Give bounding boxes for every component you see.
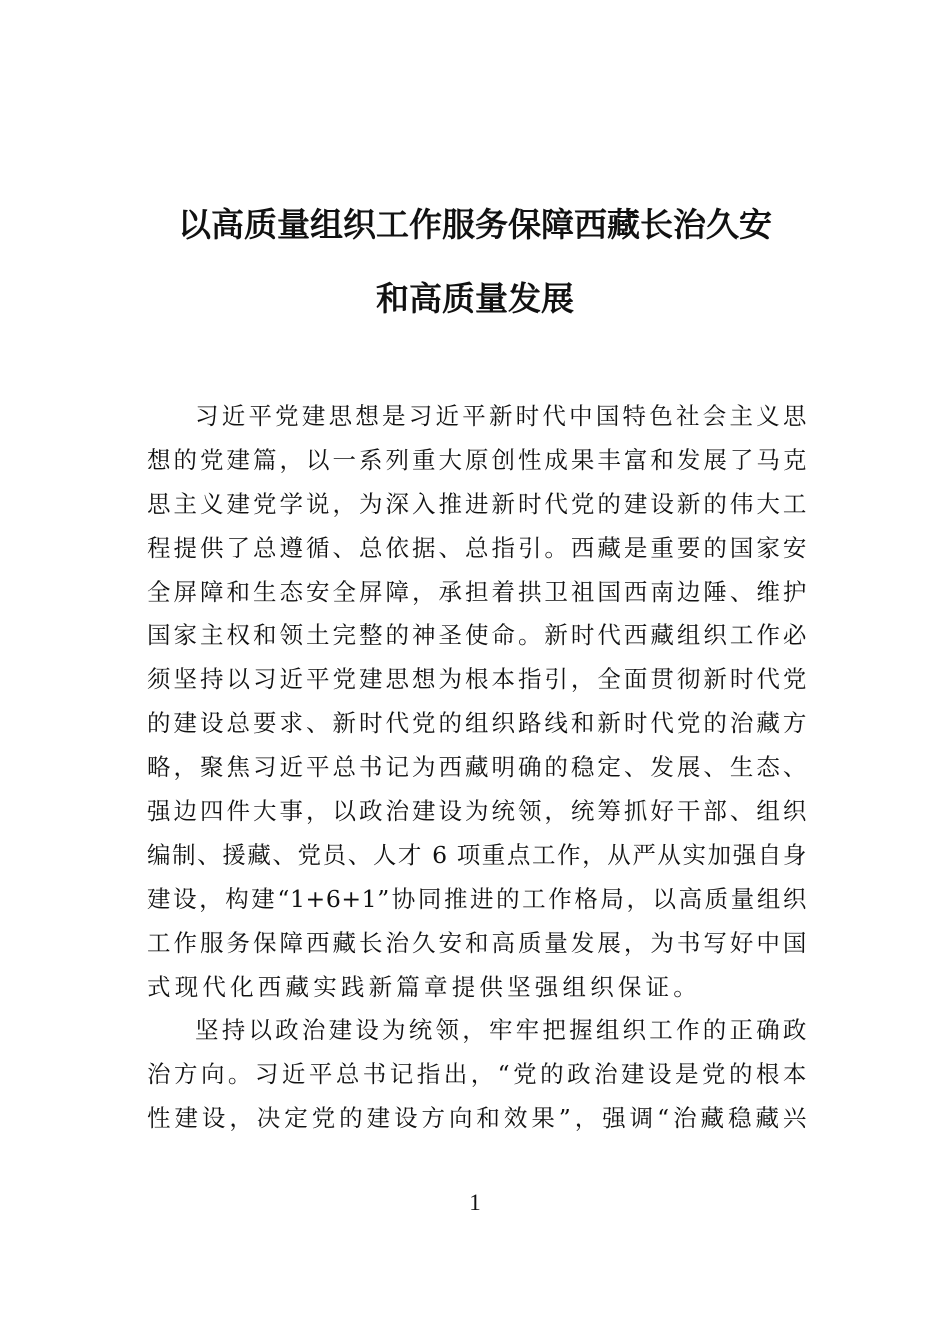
paragraph-line: 工作服务保障西藏长治久安和高质量发展，为书写好中国 bbox=[147, 928, 807, 957]
document-title bbox=[150, 188, 800, 336]
paragraph-line: 性建设，决定党的建设方向和效果”，强调“治藏稳藏兴 bbox=[147, 1104, 807, 1133]
paragraph-line: 的建设总要求、新时代党的组织路线和新时代党的治藏方 bbox=[147, 709, 807, 738]
paragraph-line: 强边四件大事，以政治建设为统领，统筹抓好干部、组织 bbox=[147, 797, 807, 826]
paragraph-line: 略，聚焦习近平总书记为西藏明确的稳定、发展、生态、 bbox=[147, 753, 807, 782]
paragraph-1 bbox=[147, 395, 807, 1009]
paragraph-line: 程提供了总遵循、总依据、总指引。西藏是重要的国家安 bbox=[147, 533, 807, 562]
paragraph-line: 想的党建篇，以一系列重大原创性成果丰富和发展了马克 bbox=[147, 445, 807, 474]
title-line-2: 和高质量发展 bbox=[376, 279, 574, 318]
paragraph-line: 思主义建党学说，为深入推进新时代党的建设新的伟大工 bbox=[147, 489, 807, 518]
title-line-1: 以高质量组织工作服务保障西藏长治久安 bbox=[178, 205, 772, 244]
paragraph-line: 国家主权和领土完整的神圣使命。新时代西藏组织工作必 bbox=[147, 621, 807, 650]
page-number: 1 bbox=[469, 1190, 481, 1215]
paragraph-line: 坚持以政治建设为统领，牢牢把握组织工作的正确政 bbox=[195, 1016, 807, 1045]
paragraph-line: 全屏障和生态安全屏障，承担着拱卫祖国西南边陲、维护 bbox=[147, 577, 807, 606]
paragraph-line: 式现代化西藏实践新篇章提供坚强组织保证。 bbox=[147, 972, 701, 1001]
paragraph-line: 习近平党建思想是习近平新时代中国特色社会主义思 bbox=[195, 402, 807, 430]
paragraph-line: 治方向。习近平总书记指出，“党的政治建设是党的根本 bbox=[147, 1060, 807, 1089]
paragraph-line: 须坚持以习近平党建思想为根本指引，全面贯彻新时代党 bbox=[147, 665, 807, 694]
paragraph-line: 建设，构建“1+6+1”协同推进的工作格局，以高质量组织 bbox=[147, 884, 807, 913]
document-body bbox=[147, 395, 807, 1141]
paragraph-2 bbox=[147, 1009, 807, 1141]
paragraph-line: 编制、援藏、党员、人才 6 项重点工作，从严从实加强自身 bbox=[147, 840, 807, 869]
